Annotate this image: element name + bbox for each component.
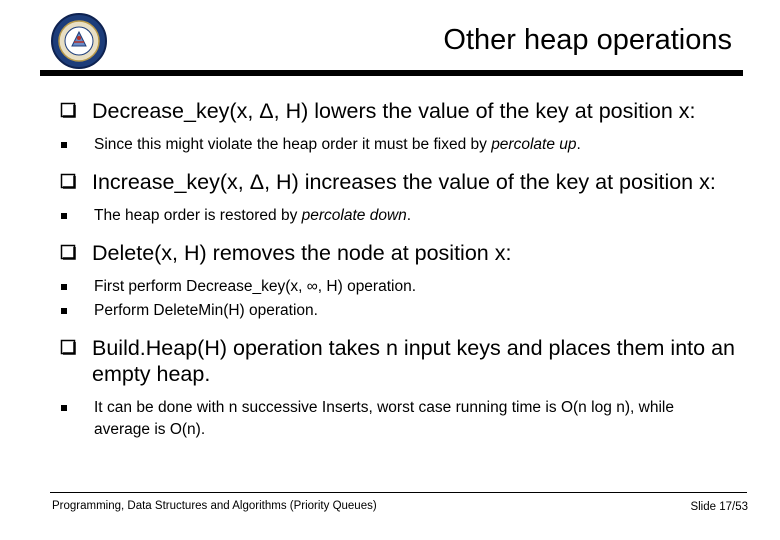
- bullet-text: Delete(x, H) removes the node at position x:: [92, 241, 512, 265]
- sub-bullet-emphasis: percolate up: [491, 136, 577, 153]
- slide-content: [58, 98, 748, 454]
- sub-bullet-text: Perform DeleteMin(H) operation.: [94, 302, 318, 319]
- square-bullet-icon: [61, 142, 67, 148]
- bullet-item: [58, 335, 748, 387]
- sub-bullet-text: First perform Decrease_key(x, ∞, H) operation.: [94, 278, 417, 295]
- sub-bullet-item: [58, 134, 748, 156]
- bullet-text: Increase_key(x, Δ, H) increases the value of the key at position x:: [92, 170, 716, 194]
- bullet-text: Decrease_key(x, Δ, H) lowers the value of the key at position x:: [92, 99, 696, 123]
- checkbox-bullet-icon: [60, 173, 76, 189]
- checkbox-bullet-icon: [60, 102, 76, 118]
- university-seal-icon: [50, 12, 108, 70]
- sub-bullet-suffix: .: [406, 207, 412, 224]
- bullet-text: Build.Heap(H) operation takes n input keys and places them into an empty heap.: [92, 336, 735, 386]
- checkbox-bullet-icon: [60, 339, 76, 355]
- footer-divider: [50, 492, 747, 493]
- bullet-item: [58, 240, 748, 266]
- sub-bullet-text: It can be done with n successive Inserts, worst case running time is O(n log n), while average is O(n).: [94, 399, 674, 438]
- square-bullet-icon: [61, 405, 67, 411]
- square-bullet-icon: [61, 308, 67, 314]
- sub-bullet-item: [58, 276, 748, 298]
- checkbox-bullet-icon: [60, 244, 76, 260]
- sub-bullet-item: [58, 205, 748, 227]
- footer-course-title: Programming, Data Structures and Algorithms (Priority Queues): [52, 500, 377, 512]
- bullet-item: [58, 98, 748, 124]
- title-divider: [40, 70, 743, 76]
- sub-bullet-emphasis: percolate down: [301, 207, 407, 224]
- square-bullet-icon: [61, 284, 67, 290]
- slide-title: Other heap operations: [443, 24, 732, 56]
- sub-bullet-item: [58, 300, 748, 322]
- sub-bullet-suffix: .: [576, 136, 581, 153]
- square-bullet-icon: [61, 213, 67, 219]
- sub-bullet-item: [58, 397, 674, 441]
- bullet-item: [58, 169, 748, 195]
- sub-bullet-text: Since this might violate the heap order it must be fixed by: [94, 136, 492, 153]
- sub-bullet-text: The heap order is restored by: [94, 207, 302, 224]
- slide-number: Slide 17/53: [690, 501, 748, 513]
